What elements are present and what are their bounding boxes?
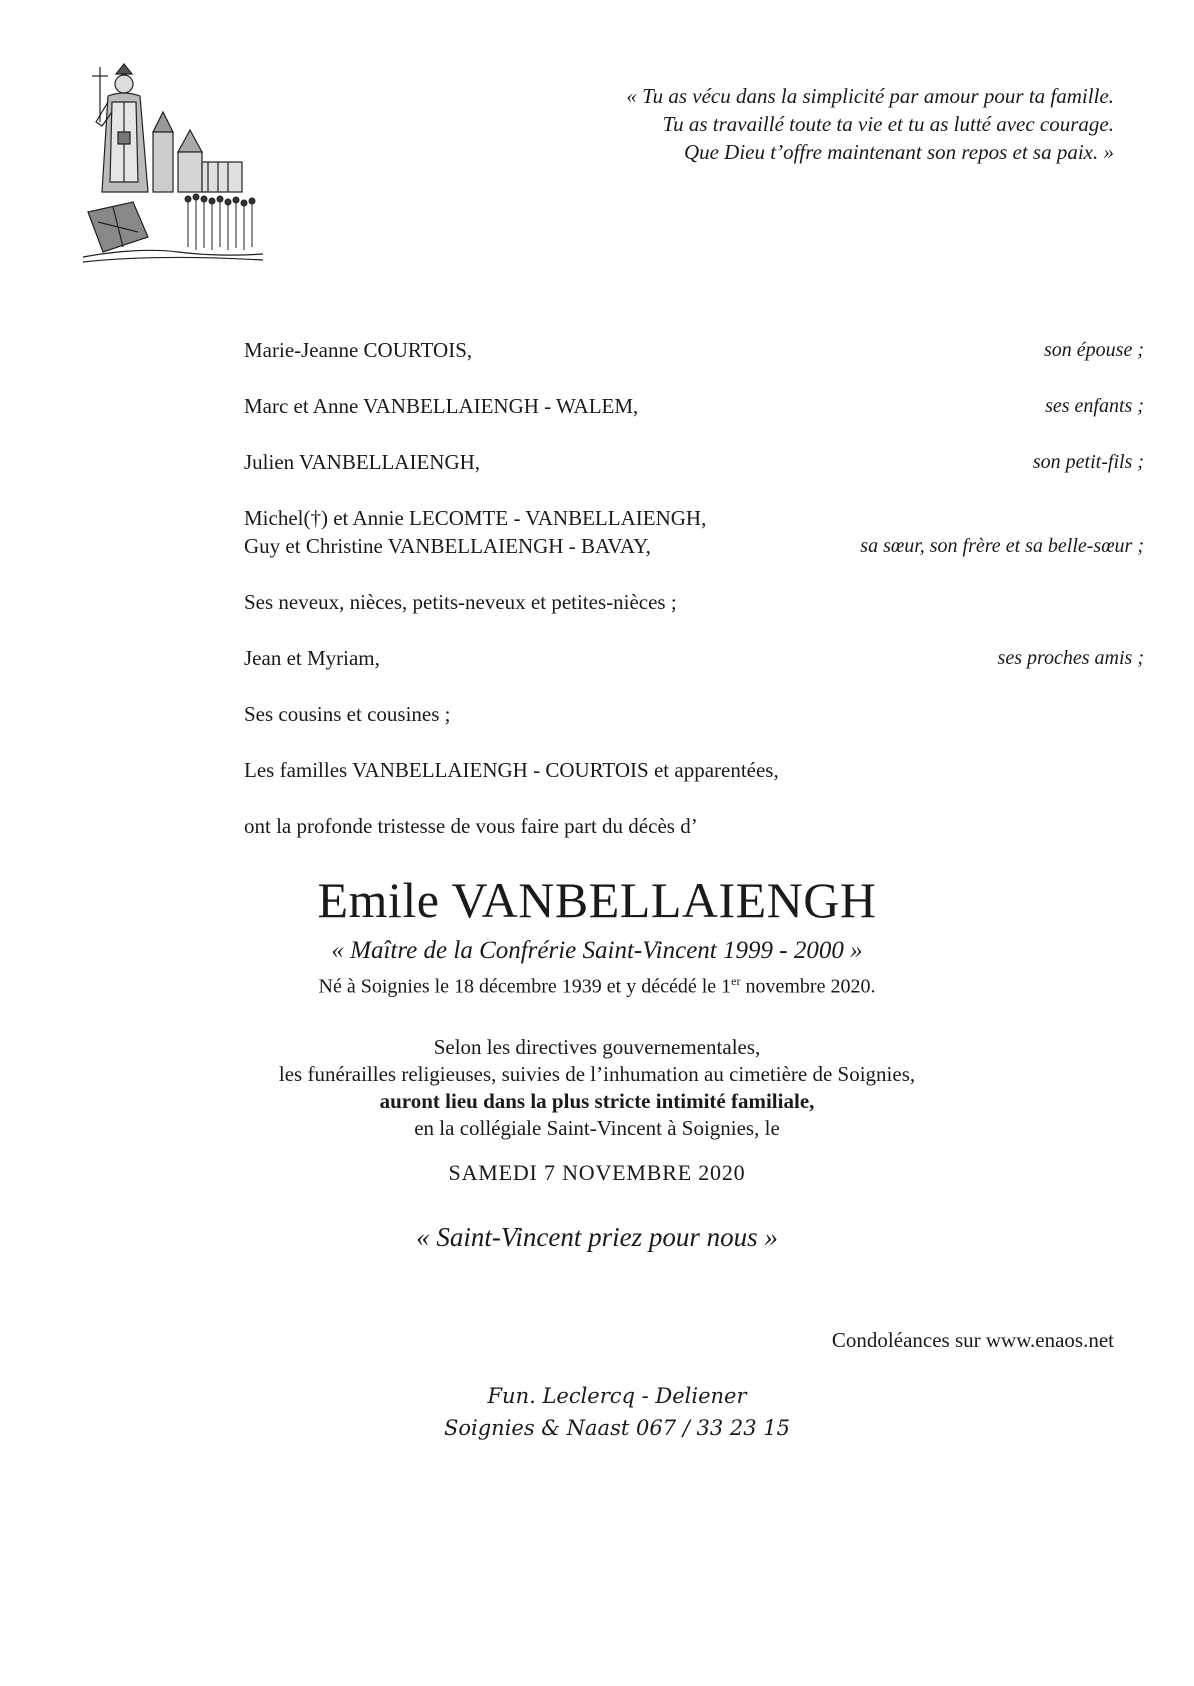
family-names: Jean et Myriam, bbox=[244, 646, 380, 670]
dates-text: Né à Soignies le 18 décembre 1939 et y décédé le 1 bbox=[318, 975, 732, 998]
funeral-line: Selon les directives gouvernementales, bbox=[433, 1035, 761, 1059]
family-names: Guy et Christine VANBELLAIENGH - BAVAY, bbox=[244, 534, 651, 558]
funeral-line: en la collégiale Saint-Vincent à Soignies, le bbox=[414, 1116, 780, 1140]
deceased-title: « Maître de la Confrérie Saint-Vincent 1999 - 2000 » bbox=[331, 937, 863, 964]
funeral-home-contact: Soignies & Naast 067 / 33 23 15 bbox=[443, 1416, 790, 1440]
family-row bbox=[244, 644, 1144, 672]
family-names: Marc et Anne VANBELLAIENGH - WALEM, bbox=[244, 394, 639, 418]
family-relation: ses proches amis ; bbox=[997, 647, 1144, 669]
family-relation: ses enfants ; bbox=[1045, 395, 1144, 417]
family-row bbox=[244, 756, 1144, 784]
saint-vincent-engraving-icon bbox=[78, 62, 268, 267]
announcement-sentence: ont la profonde tristesse de vous faire part du décès d’ bbox=[244, 814, 698, 838]
funeral-home-name: Fun. Leclercq - Deliener bbox=[487, 1384, 747, 1408]
family-announcement-list bbox=[244, 336, 1144, 840]
funeral-line-bold: auront lieu dans la plus stricte intimité familiale, bbox=[379, 1089, 815, 1113]
funeral-line: les funérailles religieuses, suivies de l’inhumation au cimetière de Soignies, bbox=[278, 1062, 916, 1086]
funeral-home bbox=[0, 1380, 1194, 1444]
funeral-info bbox=[0, 1034, 1194, 1142]
epigraph-line: « Tu as vécu dans la simplicité par amour pour ta famille. bbox=[626, 84, 1114, 108]
family-names: Michel(†) et Annie LECOMTE - VANBELLAIENGH, bbox=[244, 506, 707, 530]
family-names: Marie-Jeanne COURTOIS, bbox=[244, 338, 473, 362]
family-row bbox=[244, 336, 1144, 364]
family-relation: sa sœur, son frère et sa belle-sœur ; bbox=[860, 535, 1144, 557]
family-row bbox=[244, 504, 1144, 532]
family-row bbox=[244, 812, 1144, 840]
condolences-link[interactable]: Condoléances sur www.enaos.net bbox=[831, 1328, 1114, 1352]
family-row bbox=[244, 700, 1144, 728]
family-row bbox=[244, 392, 1144, 420]
family-row bbox=[244, 448, 1144, 476]
deceased-name: Emile VANBELLAIENGH bbox=[317, 872, 877, 928]
epigraph-line: Que Dieu t’offre maintenant son repos et sa paix. » bbox=[683, 140, 1114, 164]
dates-text-end: novembre 2020. bbox=[740, 975, 876, 998]
family-relation: son épouse ; bbox=[1044, 339, 1144, 361]
funeral-date: SAMEDI 7 NOVEMBRE 2020 bbox=[448, 1160, 746, 1185]
family-row bbox=[244, 588, 1144, 616]
epigraph-line: Tu as travaillé toute ta vie et tu as lutté avec courage. bbox=[662, 112, 1114, 136]
prayer-quote: « Saint-Vincent priez pour nous » bbox=[416, 1222, 778, 1252]
epigraph-quote bbox=[626, 82, 1114, 166]
family-row bbox=[244, 532, 1144, 560]
family-names: Ses neveux, nièces, petits-neveux et petites-nièces ; bbox=[244, 590, 677, 614]
family-relation: son petit-fils ; bbox=[1032, 451, 1144, 473]
family-names: Les familles VANBELLAIENGH - COURTOIS et apparentées, bbox=[244, 758, 779, 782]
family-names: Julien VANBELLAIENGH, bbox=[244, 450, 481, 474]
family-names: Ses cousins et cousines ; bbox=[244, 702, 451, 726]
dates-superscript: er bbox=[731, 974, 741, 988]
deceased-dates bbox=[0, 968, 1194, 1000]
